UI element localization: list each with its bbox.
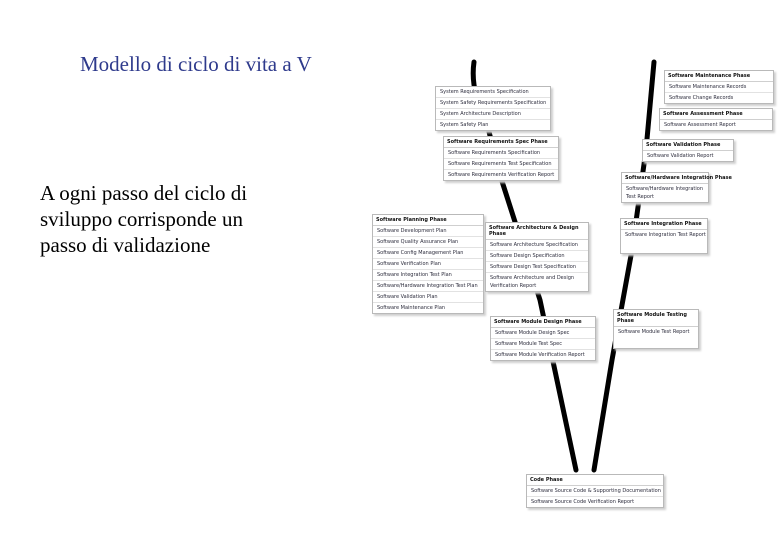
code-phase-box xyxy=(526,474,664,508)
list-item: Software Validation Plan xyxy=(373,292,483,303)
list-item: System Architecture Description xyxy=(436,109,550,120)
list-item: Software Source Code & Supporting Documentation xyxy=(527,486,663,497)
list-item: Software Config Management Plan xyxy=(373,248,483,259)
sw-requirements-phase-box xyxy=(443,136,559,181)
body-line: sviluppo corrisponde un xyxy=(40,207,243,231)
list-item: Software Integration Test Report xyxy=(625,232,706,238)
list-item: System Safety Requirements Specification xyxy=(436,98,550,109)
list-item: Software Requirements Test Specification xyxy=(444,159,558,170)
list-item: Software Quality Assurance Plan xyxy=(373,237,483,248)
list-item: Software Development Plan xyxy=(373,226,483,237)
list-item: System Requirements Specification xyxy=(436,87,550,98)
list-item: Software/Hardware Integration Test Plan xyxy=(373,281,483,292)
list-item: Software Requirements Verification Report xyxy=(448,172,555,178)
list-item: Software Requirements Specification xyxy=(444,148,558,159)
box-title: Software Assessment Phase xyxy=(660,109,772,120)
list-item: Software/Hardware Integration Test Report xyxy=(626,186,704,200)
box-title: Software Architecture & Design Phase xyxy=(486,223,588,240)
sw-module-testing-phase-box xyxy=(613,309,699,349)
sw-hw-integration-phase-box xyxy=(621,172,732,203)
box-title: Software/Hardware Integration Phase xyxy=(622,173,708,184)
body-line: A ogni passo del ciclo di xyxy=(40,181,248,205)
list-item: Software Change Records xyxy=(669,95,734,101)
box-title: Software Module Design Phase xyxy=(491,317,595,328)
list-item: Software Module Test Spec xyxy=(491,339,595,350)
list-item: Software Architecture Specification xyxy=(486,240,588,251)
sw-module-design-phase-box xyxy=(490,316,596,361)
list-item: Software Source Code Verification Report xyxy=(531,499,635,505)
list-item: Software Module Test Report xyxy=(618,329,690,335)
body-line: passo di validazione xyxy=(40,233,211,257)
list-item: System Safety Plan xyxy=(440,122,489,128)
system-requirements-box xyxy=(435,86,551,131)
list-item: Software Maintenance Records xyxy=(665,82,773,93)
list-item: Software Design Test Specification xyxy=(486,262,588,273)
list-item: Software Verification Plan xyxy=(373,259,483,270)
box-title: Software Module Testing Phase xyxy=(614,310,698,327)
box-title: Software Integration Phase xyxy=(621,219,707,230)
box-title: Software Requirements Spec Phase xyxy=(444,137,558,148)
list-item: Software Integration Test Plan xyxy=(373,270,483,281)
list-item: Software Assessment Report xyxy=(664,122,736,128)
box-title: Software Validation Phase xyxy=(643,140,733,151)
list-item: Software Module Design Spec xyxy=(491,328,595,339)
sw-maintenance-phase-box xyxy=(664,70,774,104)
list-item: Software Design Specification xyxy=(486,251,588,262)
list-item: Software Module Verification Report xyxy=(495,352,585,358)
box-title: Code Phase xyxy=(527,475,663,486)
sw-planning-phase-box xyxy=(372,214,484,314)
slide-title: Modello di ciclo di vita a V xyxy=(80,52,312,76)
list-item: Software Validation Report xyxy=(647,153,714,159)
sw-validation-phase-box xyxy=(642,139,734,162)
box-title: Software Planning Phase xyxy=(373,215,483,226)
list-item: Software Architecture and Design Verification Report xyxy=(490,275,575,289)
box-title: Software Maintenance Phase xyxy=(665,71,773,82)
sw-integration-phase-box xyxy=(620,218,708,254)
sw-assessment-phase-box xyxy=(659,108,773,131)
list-item: Software Maintenance Plan xyxy=(377,305,446,311)
sw-architecture-design-phase-box xyxy=(485,222,589,292)
v-right-arm xyxy=(594,62,654,470)
